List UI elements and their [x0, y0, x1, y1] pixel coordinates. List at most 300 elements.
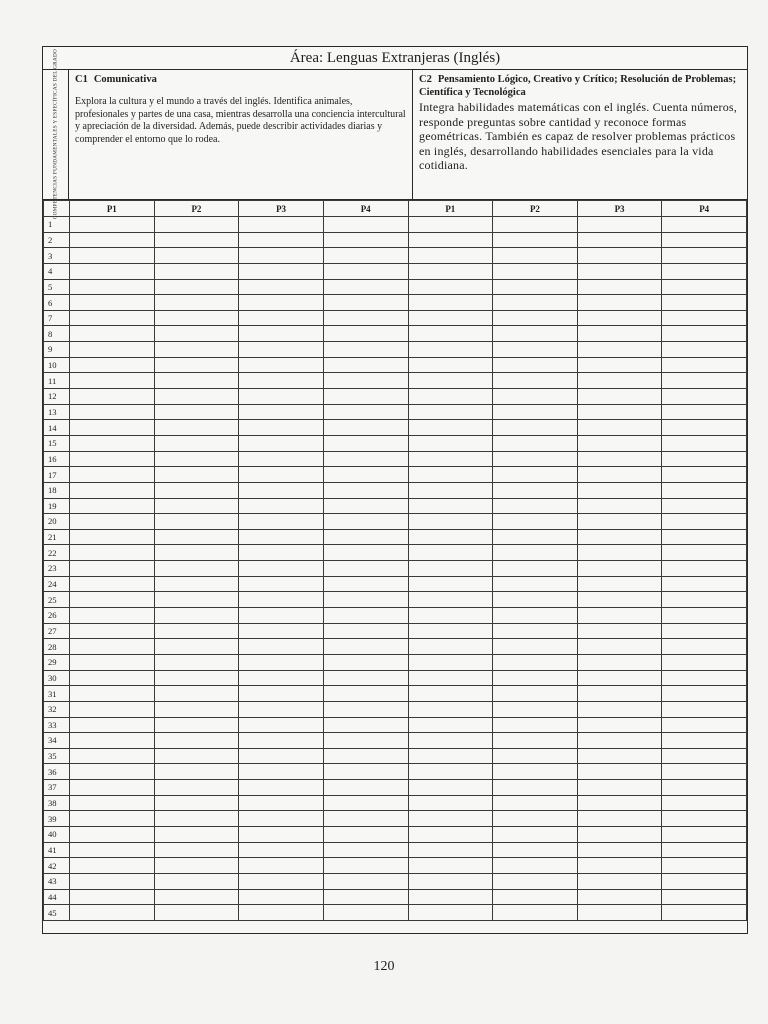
grade-cell[interactable] — [70, 733, 155, 749]
grade-cell[interactable] — [323, 670, 408, 686]
grade-cell[interactable] — [493, 592, 578, 608]
grade-cell[interactable] — [493, 670, 578, 686]
grade-cell[interactable] — [493, 654, 578, 670]
grade-cell[interactable] — [577, 811, 662, 827]
grade-cell[interactable] — [154, 858, 239, 874]
grade-cell[interactable] — [154, 795, 239, 811]
grade-cell[interactable] — [239, 842, 324, 858]
grade-cell[interactable] — [70, 342, 155, 358]
grade-cell[interactable] — [662, 764, 747, 780]
grade-cell[interactable] — [408, 748, 493, 764]
grade-cell[interactable] — [323, 529, 408, 545]
grade-cell[interactable] — [662, 279, 747, 295]
grade-cell[interactable] — [154, 717, 239, 733]
grade-cell[interactable] — [493, 435, 578, 451]
grade-cell[interactable] — [662, 389, 747, 405]
grade-cell[interactable] — [662, 404, 747, 420]
grade-cell[interactable] — [70, 576, 155, 592]
grade-cell[interactable] — [662, 467, 747, 483]
grade-cell[interactable] — [154, 780, 239, 796]
grade-cell[interactable] — [662, 514, 747, 530]
grade-cell[interactable] — [239, 811, 324, 827]
grade-cell[interactable] — [662, 905, 747, 921]
grade-cell[interactable] — [577, 826, 662, 842]
grade-cell[interactable] — [662, 670, 747, 686]
grade-cell[interactable] — [493, 764, 578, 780]
grade-cell[interactable] — [239, 279, 324, 295]
grade-cell[interactable] — [577, 420, 662, 436]
grade-cell[interactable] — [154, 826, 239, 842]
grade-cell[interactable] — [577, 310, 662, 326]
grade-cell[interactable] — [662, 811, 747, 827]
grade-cell[interactable] — [323, 780, 408, 796]
grade-cell[interactable] — [70, 451, 155, 467]
grade-cell[interactable] — [323, 561, 408, 577]
grade-cell[interactable] — [70, 545, 155, 561]
grade-cell[interactable] — [323, 263, 408, 279]
grade-cell[interactable] — [154, 670, 239, 686]
grade-cell[interactable] — [70, 811, 155, 827]
grade-cell[interactable] — [408, 498, 493, 514]
grade-cell[interactable] — [239, 232, 324, 248]
grade-cell[interactable] — [323, 279, 408, 295]
grade-cell[interactable] — [493, 217, 578, 233]
grade-cell[interactable] — [493, 780, 578, 796]
grade-cell[interactable] — [493, 623, 578, 639]
grade-cell[interactable] — [70, 248, 155, 264]
grade-cell[interactable] — [577, 639, 662, 655]
grade-cell[interactable] — [239, 905, 324, 921]
grade-cell[interactable] — [239, 654, 324, 670]
grade-cell[interactable] — [408, 295, 493, 311]
grade-cell[interactable] — [493, 342, 578, 358]
grade-cell[interactable] — [323, 310, 408, 326]
grade-cell[interactable] — [577, 545, 662, 561]
grade-cell[interactable] — [239, 545, 324, 561]
grade-cell[interactable] — [70, 373, 155, 389]
grade-cell[interactable] — [577, 748, 662, 764]
grade-cell[interactable] — [662, 451, 747, 467]
grade-cell[interactable] — [408, 717, 493, 733]
grade-cell[interactable] — [662, 873, 747, 889]
grade-cell[interactable] — [408, 467, 493, 483]
grade-cell[interactable] — [154, 326, 239, 342]
grade-cell[interactable] — [154, 514, 239, 530]
grade-cell[interactable] — [323, 701, 408, 717]
grade-cell[interactable] — [323, 389, 408, 405]
grade-cell[interactable] — [662, 717, 747, 733]
grade-cell[interactable] — [70, 748, 155, 764]
grade-cell[interactable] — [323, 842, 408, 858]
grade-cell[interactable] — [323, 764, 408, 780]
grade-cell[interactable] — [239, 733, 324, 749]
grade-cell[interactable] — [154, 654, 239, 670]
grade-cell[interactable] — [408, 826, 493, 842]
grade-cell[interactable] — [408, 905, 493, 921]
grade-cell[interactable] — [239, 529, 324, 545]
grade-cell[interactable] — [662, 232, 747, 248]
grade-cell[interactable] — [239, 263, 324, 279]
grade-cell[interactable] — [493, 295, 578, 311]
grade-cell[interactable] — [577, 842, 662, 858]
grade-cell[interactable] — [70, 561, 155, 577]
grade-cell[interactable] — [154, 733, 239, 749]
grade-cell[interactable] — [323, 357, 408, 373]
grade-cell[interactable] — [70, 467, 155, 483]
grade-cell[interactable] — [154, 342, 239, 358]
grade-cell[interactable] — [493, 545, 578, 561]
grade-cell[interactable] — [493, 326, 578, 342]
grade-cell[interactable] — [577, 670, 662, 686]
grade-cell[interactable] — [408, 514, 493, 530]
grade-cell[interactable] — [577, 561, 662, 577]
grade-cell[interactable] — [239, 248, 324, 264]
grade-cell[interactable] — [662, 326, 747, 342]
grade-cell[interactable] — [577, 608, 662, 624]
grade-cell[interactable] — [493, 310, 578, 326]
grade-cell[interactable] — [154, 279, 239, 295]
grade-cell[interactable] — [408, 592, 493, 608]
grade-cell[interactable] — [493, 389, 578, 405]
grade-cell[interactable] — [154, 420, 239, 436]
grade-cell[interactable] — [239, 404, 324, 420]
grade-cell[interactable] — [70, 232, 155, 248]
grade-cell[interactable] — [70, 592, 155, 608]
grade-cell[interactable] — [662, 795, 747, 811]
grade-cell[interactable] — [70, 639, 155, 655]
grade-cell[interactable] — [239, 795, 324, 811]
grade-cell[interactable] — [239, 576, 324, 592]
grade-cell[interactable] — [70, 263, 155, 279]
grade-cell[interactable] — [408, 686, 493, 702]
grade-cell[interactable] — [239, 342, 324, 358]
grade-cell[interactable] — [239, 561, 324, 577]
grade-cell[interactable] — [70, 498, 155, 514]
grade-cell[interactable] — [323, 733, 408, 749]
grade-cell[interactable] — [154, 748, 239, 764]
grade-cell[interactable] — [154, 482, 239, 498]
grade-cell[interactable] — [408, 310, 493, 326]
grade-cell[interactable] — [577, 373, 662, 389]
grade-cell[interactable] — [70, 357, 155, 373]
grade-cell[interactable] — [70, 420, 155, 436]
grade-cell[interactable] — [323, 717, 408, 733]
grade-cell[interactable] — [239, 217, 324, 233]
grade-cell[interactable] — [408, 639, 493, 655]
grade-cell[interactable] — [154, 842, 239, 858]
grade-cell[interactable] — [493, 873, 578, 889]
grade-cell[interactable] — [323, 342, 408, 358]
grade-cell[interactable] — [577, 764, 662, 780]
grade-cell[interactable] — [239, 686, 324, 702]
grade-cell[interactable] — [323, 217, 408, 233]
grade-cell[interactable] — [408, 263, 493, 279]
grade-cell[interactable] — [239, 451, 324, 467]
grade-cell[interactable] — [577, 217, 662, 233]
grade-cell[interactable] — [493, 467, 578, 483]
grade-cell[interactable] — [323, 326, 408, 342]
grade-cell[interactable] — [493, 858, 578, 874]
grade-cell[interactable] — [577, 717, 662, 733]
grade-cell[interactable] — [323, 576, 408, 592]
grade-cell[interactable] — [662, 420, 747, 436]
grade-cell[interactable] — [70, 780, 155, 796]
grade-cell[interactable] — [70, 623, 155, 639]
grade-cell[interactable] — [70, 529, 155, 545]
grade-cell[interactable] — [154, 357, 239, 373]
grade-cell[interactable] — [662, 623, 747, 639]
grade-cell[interactable] — [239, 326, 324, 342]
grade-cell[interactable] — [239, 608, 324, 624]
grade-cell[interactable] — [323, 248, 408, 264]
grade-cell[interactable] — [239, 780, 324, 796]
grade-cell[interactable] — [70, 842, 155, 858]
grade-cell[interactable] — [493, 811, 578, 827]
grade-cell[interactable] — [239, 764, 324, 780]
grade-cell[interactable] — [154, 373, 239, 389]
grade-cell[interactable] — [154, 217, 239, 233]
grade-cell[interactable] — [70, 905, 155, 921]
grade-cell[interactable] — [493, 248, 578, 264]
grade-cell[interactable] — [154, 576, 239, 592]
grade-cell[interactable] — [577, 435, 662, 451]
grade-cell[interactable] — [323, 826, 408, 842]
grade-cell[interactable] — [239, 295, 324, 311]
grade-cell[interactable] — [493, 889, 578, 905]
grade-cell[interactable] — [662, 217, 747, 233]
grade-cell[interactable] — [239, 592, 324, 608]
grade-cell[interactable] — [493, 279, 578, 295]
grade-cell[interactable] — [154, 561, 239, 577]
grade-cell[interactable] — [323, 482, 408, 498]
grade-cell[interactable] — [154, 232, 239, 248]
grade-cell[interactable] — [577, 357, 662, 373]
grade-cell[interactable] — [493, 420, 578, 436]
grade-cell[interactable] — [70, 326, 155, 342]
grade-cell[interactable] — [408, 623, 493, 639]
grade-cell[interactable] — [239, 514, 324, 530]
grade-cell[interactable] — [154, 435, 239, 451]
grade-cell[interactable] — [408, 451, 493, 467]
grade-cell[interactable] — [239, 467, 324, 483]
grade-cell[interactable] — [408, 608, 493, 624]
grade-cell[interactable] — [577, 498, 662, 514]
grade-cell[interactable] — [154, 545, 239, 561]
grade-cell[interactable] — [323, 295, 408, 311]
grade-cell[interactable] — [70, 310, 155, 326]
grade-cell[interactable] — [493, 826, 578, 842]
grade-cell[interactable] — [493, 263, 578, 279]
grade-cell[interactable] — [408, 701, 493, 717]
grade-cell[interactable] — [577, 279, 662, 295]
grade-cell[interactable] — [239, 357, 324, 373]
grade-cell[interactable] — [323, 795, 408, 811]
grade-cell[interactable] — [239, 373, 324, 389]
grade-cell[interactable] — [408, 811, 493, 827]
grade-cell[interactable] — [323, 498, 408, 514]
grade-cell[interactable] — [70, 654, 155, 670]
grade-cell[interactable] — [323, 811, 408, 827]
grade-cell[interactable] — [323, 420, 408, 436]
grade-cell[interactable] — [493, 717, 578, 733]
grade-cell[interactable] — [323, 905, 408, 921]
grade-cell[interactable] — [323, 592, 408, 608]
grade-cell[interactable] — [408, 733, 493, 749]
grade-cell[interactable] — [408, 842, 493, 858]
grade-cell[interactable] — [408, 217, 493, 233]
grade-cell[interactable] — [154, 248, 239, 264]
grade-cell[interactable] — [577, 780, 662, 796]
grade-cell[interactable] — [154, 310, 239, 326]
grade-cell[interactable] — [493, 357, 578, 373]
grade-cell[interactable] — [493, 905, 578, 921]
grade-cell[interactable] — [408, 435, 493, 451]
grade-cell[interactable] — [323, 435, 408, 451]
grade-cell[interactable] — [239, 639, 324, 655]
grade-cell[interactable] — [662, 780, 747, 796]
grade-cell[interactable] — [662, 498, 747, 514]
grade-cell[interactable] — [577, 263, 662, 279]
grade-cell[interactable] — [662, 576, 747, 592]
grade-cell[interactable] — [577, 733, 662, 749]
grade-cell[interactable] — [577, 889, 662, 905]
grade-cell[interactable] — [323, 451, 408, 467]
grade-cell[interactable] — [154, 764, 239, 780]
grade-cell[interactable] — [239, 498, 324, 514]
grade-cell[interactable] — [577, 389, 662, 405]
grade-cell[interactable] — [154, 608, 239, 624]
grade-cell[interactable] — [239, 701, 324, 717]
grade-cell[interactable] — [70, 279, 155, 295]
grade-cell[interactable] — [408, 780, 493, 796]
grade-cell[interactable] — [154, 623, 239, 639]
grade-cell[interactable] — [154, 889, 239, 905]
grade-cell[interactable] — [577, 404, 662, 420]
grade-cell[interactable] — [662, 826, 747, 842]
grade-cell[interactable] — [408, 342, 493, 358]
grade-cell[interactable] — [70, 389, 155, 405]
grade-cell[interactable] — [577, 342, 662, 358]
grade-cell[interactable] — [493, 733, 578, 749]
grade-cell[interactable] — [323, 232, 408, 248]
grade-cell[interactable] — [408, 326, 493, 342]
grade-cell[interactable] — [662, 373, 747, 389]
grade-cell[interactable] — [239, 482, 324, 498]
grade-cell[interactable] — [408, 670, 493, 686]
grade-cell[interactable] — [239, 717, 324, 733]
grade-cell[interactable] — [493, 576, 578, 592]
grade-cell[interactable] — [154, 263, 239, 279]
grade-cell[interactable] — [323, 514, 408, 530]
grade-cell[interactable] — [662, 654, 747, 670]
grade-cell[interactable] — [239, 420, 324, 436]
grade-cell[interactable] — [154, 295, 239, 311]
grade-cell[interactable] — [70, 482, 155, 498]
grade-cell[interactable] — [577, 482, 662, 498]
grade-cell[interactable] — [70, 295, 155, 311]
grade-cell[interactable] — [493, 748, 578, 764]
grade-cell[interactable] — [323, 623, 408, 639]
grade-cell[interactable] — [493, 529, 578, 545]
grade-cell[interactable] — [577, 467, 662, 483]
grade-cell[interactable] — [239, 858, 324, 874]
grade-cell[interactable] — [577, 654, 662, 670]
grade-cell[interactable] — [154, 811, 239, 827]
grade-cell[interactable] — [408, 873, 493, 889]
grade-cell[interactable] — [577, 701, 662, 717]
grade-cell[interactable] — [239, 310, 324, 326]
grade-cell[interactable] — [577, 623, 662, 639]
grade-cell[interactable] — [662, 686, 747, 702]
grade-cell[interactable] — [577, 514, 662, 530]
grade-cell[interactable] — [70, 435, 155, 451]
grade-cell[interactable] — [662, 295, 747, 311]
grade-cell[interactable] — [70, 670, 155, 686]
grade-cell[interactable] — [239, 623, 324, 639]
grade-cell[interactable] — [323, 686, 408, 702]
grade-cell[interactable] — [408, 389, 493, 405]
grade-cell[interactable] — [662, 248, 747, 264]
grade-cell[interactable] — [493, 639, 578, 655]
grade-cell[interactable] — [239, 889, 324, 905]
grade-cell[interactable] — [323, 608, 408, 624]
grade-cell[interactable] — [408, 795, 493, 811]
grade-cell[interactable] — [662, 435, 747, 451]
grade-cell[interactable] — [493, 842, 578, 858]
grade-cell[interactable] — [493, 451, 578, 467]
grade-cell[interactable] — [577, 326, 662, 342]
grade-cell[interactable] — [577, 248, 662, 264]
grade-cell[interactable] — [493, 232, 578, 248]
grade-cell[interactable] — [577, 873, 662, 889]
grade-cell[interactable] — [662, 342, 747, 358]
grade-cell[interactable] — [408, 561, 493, 577]
grade-cell[interactable] — [493, 482, 578, 498]
grade-cell[interactable] — [70, 217, 155, 233]
grade-cell[interactable] — [239, 435, 324, 451]
grade-cell[interactable] — [70, 889, 155, 905]
grade-cell[interactable] — [70, 795, 155, 811]
grade-cell[interactable] — [493, 686, 578, 702]
grade-cell[interactable] — [408, 482, 493, 498]
grade-cell[interactable] — [70, 858, 155, 874]
grade-cell[interactable] — [408, 357, 493, 373]
grade-cell[interactable] — [662, 561, 747, 577]
grade-cell[interactable] — [662, 263, 747, 279]
grade-cell[interactable] — [662, 858, 747, 874]
grade-cell[interactable] — [154, 529, 239, 545]
grade-cell[interactable] — [70, 873, 155, 889]
grade-cell[interactable] — [408, 373, 493, 389]
grade-cell[interactable] — [662, 608, 747, 624]
grade-cell[interactable] — [577, 451, 662, 467]
grade-cell[interactable] — [70, 701, 155, 717]
grade-cell[interactable] — [493, 701, 578, 717]
grade-cell[interactable] — [70, 826, 155, 842]
grade-cell[interactable] — [154, 404, 239, 420]
grade-cell[interactable] — [577, 905, 662, 921]
grade-cell[interactable] — [662, 733, 747, 749]
grade-cell[interactable] — [577, 858, 662, 874]
grade-cell[interactable] — [577, 232, 662, 248]
grade-cell[interactable] — [154, 592, 239, 608]
grade-cell[interactable] — [323, 748, 408, 764]
grade-cell[interactable] — [154, 686, 239, 702]
grade-cell[interactable] — [408, 889, 493, 905]
grade-cell[interactable] — [70, 686, 155, 702]
grade-cell[interactable] — [408, 420, 493, 436]
grade-cell[interactable] — [493, 373, 578, 389]
